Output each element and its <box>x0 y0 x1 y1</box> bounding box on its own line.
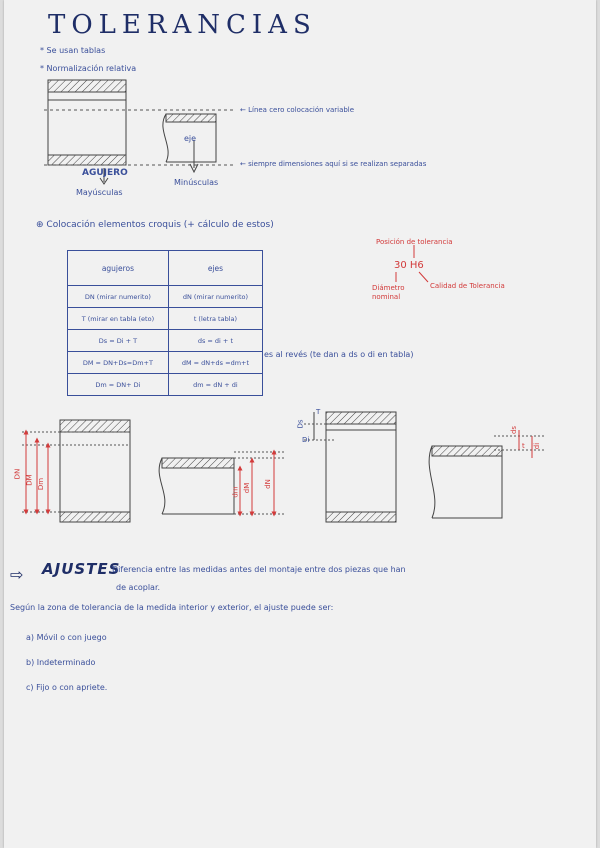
table-row <box>68 308 263 330</box>
dim-dM: dM <box>243 482 252 494</box>
notation-example: 30 H6 <box>394 260 424 271</box>
bottom-note-label: ← siempre dimensiones aquí si se realizan separadas <box>240 160 427 168</box>
table-cell: DN (mirar numerito) <box>68 286 169 308</box>
table-cell: DM = DN+Ds=Dm+T <box>68 352 169 374</box>
dim-DM: DM <box>25 474 34 486</box>
table-cell: T (mirar en tabla (eto) <box>68 308 169 330</box>
table-cell: ds = di + t <box>168 330 262 352</box>
dim-t: t <box>522 442 525 450</box>
page-title: TOLERANCIAS <box>48 10 317 40</box>
table-row <box>68 374 263 396</box>
table-side-note: es al revés (te dan a ds o di en tabla) <box>264 350 414 359</box>
dim-ds: ds <box>510 425 519 435</box>
croquis-heading: ⊕ Colocación elementos croquis (+ cálculo de estos) <box>36 220 274 230</box>
ajustes-heading: AJUSTES <box>42 560 121 578</box>
arrow-right-icon: ⇨ <box>10 565 24 584</box>
table-cell: Dm = DN+ Di <box>68 374 169 396</box>
ajuste-item-indeterminado: b) Indeterminado <box>26 658 96 667</box>
table-header-shafts: ejes <box>168 251 262 286</box>
nominal-label: Diámetro nominal <box>372 284 405 301</box>
ajuste-item-fijo: c) Fijo o con apriete. <box>26 683 108 692</box>
hole-case-label: Mayúsculas <box>76 188 123 197</box>
dim-T: T <box>316 408 321 416</box>
bullet-normalization: * Normalización relativa <box>40 64 137 73</box>
table-header-holes: agujeros <box>68 251 169 286</box>
dim-di: di <box>533 442 542 450</box>
dim-Dm: Dm <box>37 477 46 491</box>
table-cell: dM = dN+ds =dm+t <box>168 352 262 374</box>
hole-block-diagram <box>48 80 126 165</box>
dim-dm: dm <box>231 486 240 498</box>
shaft-tolerance-diagram <box>429 430 544 518</box>
dim-Di: Di <box>302 436 310 444</box>
ajustes-definition-line2: de acoplar. <box>116 583 161 592</box>
quality-label: Calidad de Tolerancia <box>430 282 505 290</box>
notebook-page <box>4 0 596 848</box>
hole-label: AGUJERO <box>82 168 128 178</box>
table-row <box>68 330 263 352</box>
table-cell: dN (mirar numerito) <box>168 286 262 308</box>
table-cell: t (letra tabla) <box>168 308 262 330</box>
table-cell: dm = dN + di <box>168 374 262 396</box>
dim-dN: dN <box>263 479 272 489</box>
ajuste-item-movil: a) Móvil o con juego <box>26 633 107 642</box>
bullet-tables: * Se usan tablas <box>40 46 106 55</box>
table-cell: Ds = Di + T <box>68 330 169 352</box>
table-row <box>68 352 263 374</box>
hole-dim-diagram <box>22 420 130 522</box>
ajustes-definition-line1: Diferencia entre las medidas antes del montaje entre dos piezas que han <box>112 565 406 574</box>
ajustes-zone-text: Según la zona de tolerancia de la medida interior y exterior, el ajuste puede ser: <box>10 603 334 612</box>
hole-tolerance-diagram <box>304 412 396 522</box>
table-row <box>68 286 263 308</box>
dim-DN: DN <box>13 468 22 480</box>
shaft-case-label: Minúsculas <box>174 178 219 187</box>
tolerance-table <box>67 250 263 396</box>
dim-Ds: Ds <box>296 419 305 429</box>
zero-line-label: ← Línea cero colocación variable <box>240 106 355 114</box>
shaft-diagram <box>163 114 216 172</box>
position-label: Posición de tolerancia <box>376 238 453 246</box>
shaft-label: eje <box>184 134 197 143</box>
